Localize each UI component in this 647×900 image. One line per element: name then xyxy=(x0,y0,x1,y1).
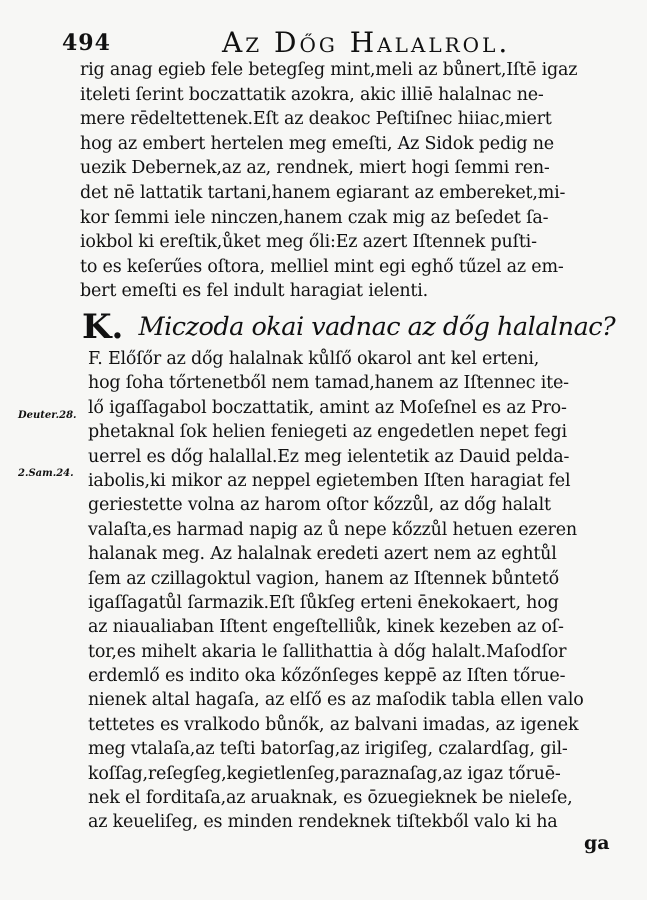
paragraph-1 xyxy=(80,58,615,304)
heading-title: Miczoda okai vadnac az dőg halalnac? xyxy=(138,312,616,342)
paragraph-2 xyxy=(88,347,618,835)
text-line: rig anag egieb fele betegſeg mint,meli az bůnert,Iſtē igaz xyxy=(80,60,578,80)
text-line: nek el forditaſa,az aruaknak, es ōzuegieknek be nieleſe, xyxy=(88,788,573,809)
text-line: uerrel es dőg halallal.Ez meg ielentetik az Dauid pelda- xyxy=(88,446,570,467)
text-line: F. Előſőr az dőg halalnak kůlſő okarol ant kel erteni, xyxy=(88,349,540,369)
text-line: iabolis,ki mikor az neppel egietemben Iſten haragiat fel xyxy=(88,470,571,491)
text-line: hog ſoha tőrtenetből nem tamad,hanem az Iſtennec ite- xyxy=(88,373,569,394)
text-line: meg vtalaſa,az teſti batorſag,az irigiſeg, czalardſag, gil- xyxy=(88,739,568,760)
catchword: ga xyxy=(584,832,610,854)
text-line: iokbol ki ereſtik,ůket meg őli:Ez azert Iſtennek puſti- xyxy=(80,232,537,253)
text-line: bert emeſti es fel indult haragiat ielenti. xyxy=(80,281,429,302)
text-line: uezik Debernek,az az, rendnek, miert hogi ſemmi ren- xyxy=(80,158,550,179)
text-line: az niaualiaban Iſtent engeſtelliůk, kinek kezeben az oſ- xyxy=(88,617,564,638)
page-header xyxy=(62,26,622,60)
text-line: lő igaſſagabol boczattatik, amint az Moſeſnel es az Pro- xyxy=(88,397,567,418)
margin-note-samuel: 2.Sam.24. xyxy=(18,468,74,479)
text-line: igaſſagatůl ſarmazik.Eſt ſůkſeg erteni ēnekokaert, hog xyxy=(88,592,559,613)
running-head: Az Dőg Halalrol. xyxy=(222,26,511,59)
text-line: mere rēdeltettenek.Eſt az deakoc Peſtiſnec hiiac,miert xyxy=(80,109,552,130)
text-line: hog az embert hertelen meg emeſti, Az Sidok pedig ne xyxy=(80,133,554,154)
text-line: halanak meg. Az halalnak eredeti azert nem az eghtůl xyxy=(88,544,557,565)
text-line: tettetes es vralkodo bůnők, az balvani imadas, az igenek xyxy=(88,714,579,735)
section-heading xyxy=(82,307,622,347)
text-line: to es keſerűes oſtora, melliel mint egi eghő tűzel az em- xyxy=(80,256,564,277)
text-line: iteleti ſerint boczattatik azokra, akic illiē halalnac ne- xyxy=(80,84,544,105)
text-line: phetaknal ſok helien feniegeti az engedetlen nepet fegi xyxy=(88,422,567,443)
text-line: valaſta,es harmad napig az ů nepe kőzzůl hetuen ezeren xyxy=(88,519,577,540)
text-line: koſſag,reſegſeg,kegietlenſeg,paraznaſag,az igaz tőruē- xyxy=(88,763,561,784)
heading-initial: K. xyxy=(82,307,124,347)
page-number: 494 xyxy=(62,30,111,56)
text-line: kor ſemmi iele ninczen,hanem czak mig az beſedet ſa- xyxy=(80,207,549,228)
text-line: ſem az czillagoktul vagion, hanem az Iſtennek bůntető xyxy=(88,568,559,589)
text-line: erdemlő es indito oka kőzőnſeges keppē az Iſten tőrue- xyxy=(88,666,566,687)
text-line: geriestette volna az harom oſtor kőzzůl, az dőg halalt xyxy=(88,495,551,516)
text-line: az keueliſeg, es minden rendeknek tiſtekből valo ki ha xyxy=(88,812,558,833)
margin-note-deuteronomy: Deuter.28. xyxy=(18,410,77,421)
text-line: tor,es mihelt akaria le ſallithattia à dőg halalt.Maſodſor xyxy=(88,641,567,662)
text-line: det nē lattatik tartani,hanem egiarant az embereket,mi- xyxy=(80,182,566,203)
text-line: nienek altal hagaſa, az elſő es az maſodik tabla ellen valo xyxy=(88,690,584,711)
